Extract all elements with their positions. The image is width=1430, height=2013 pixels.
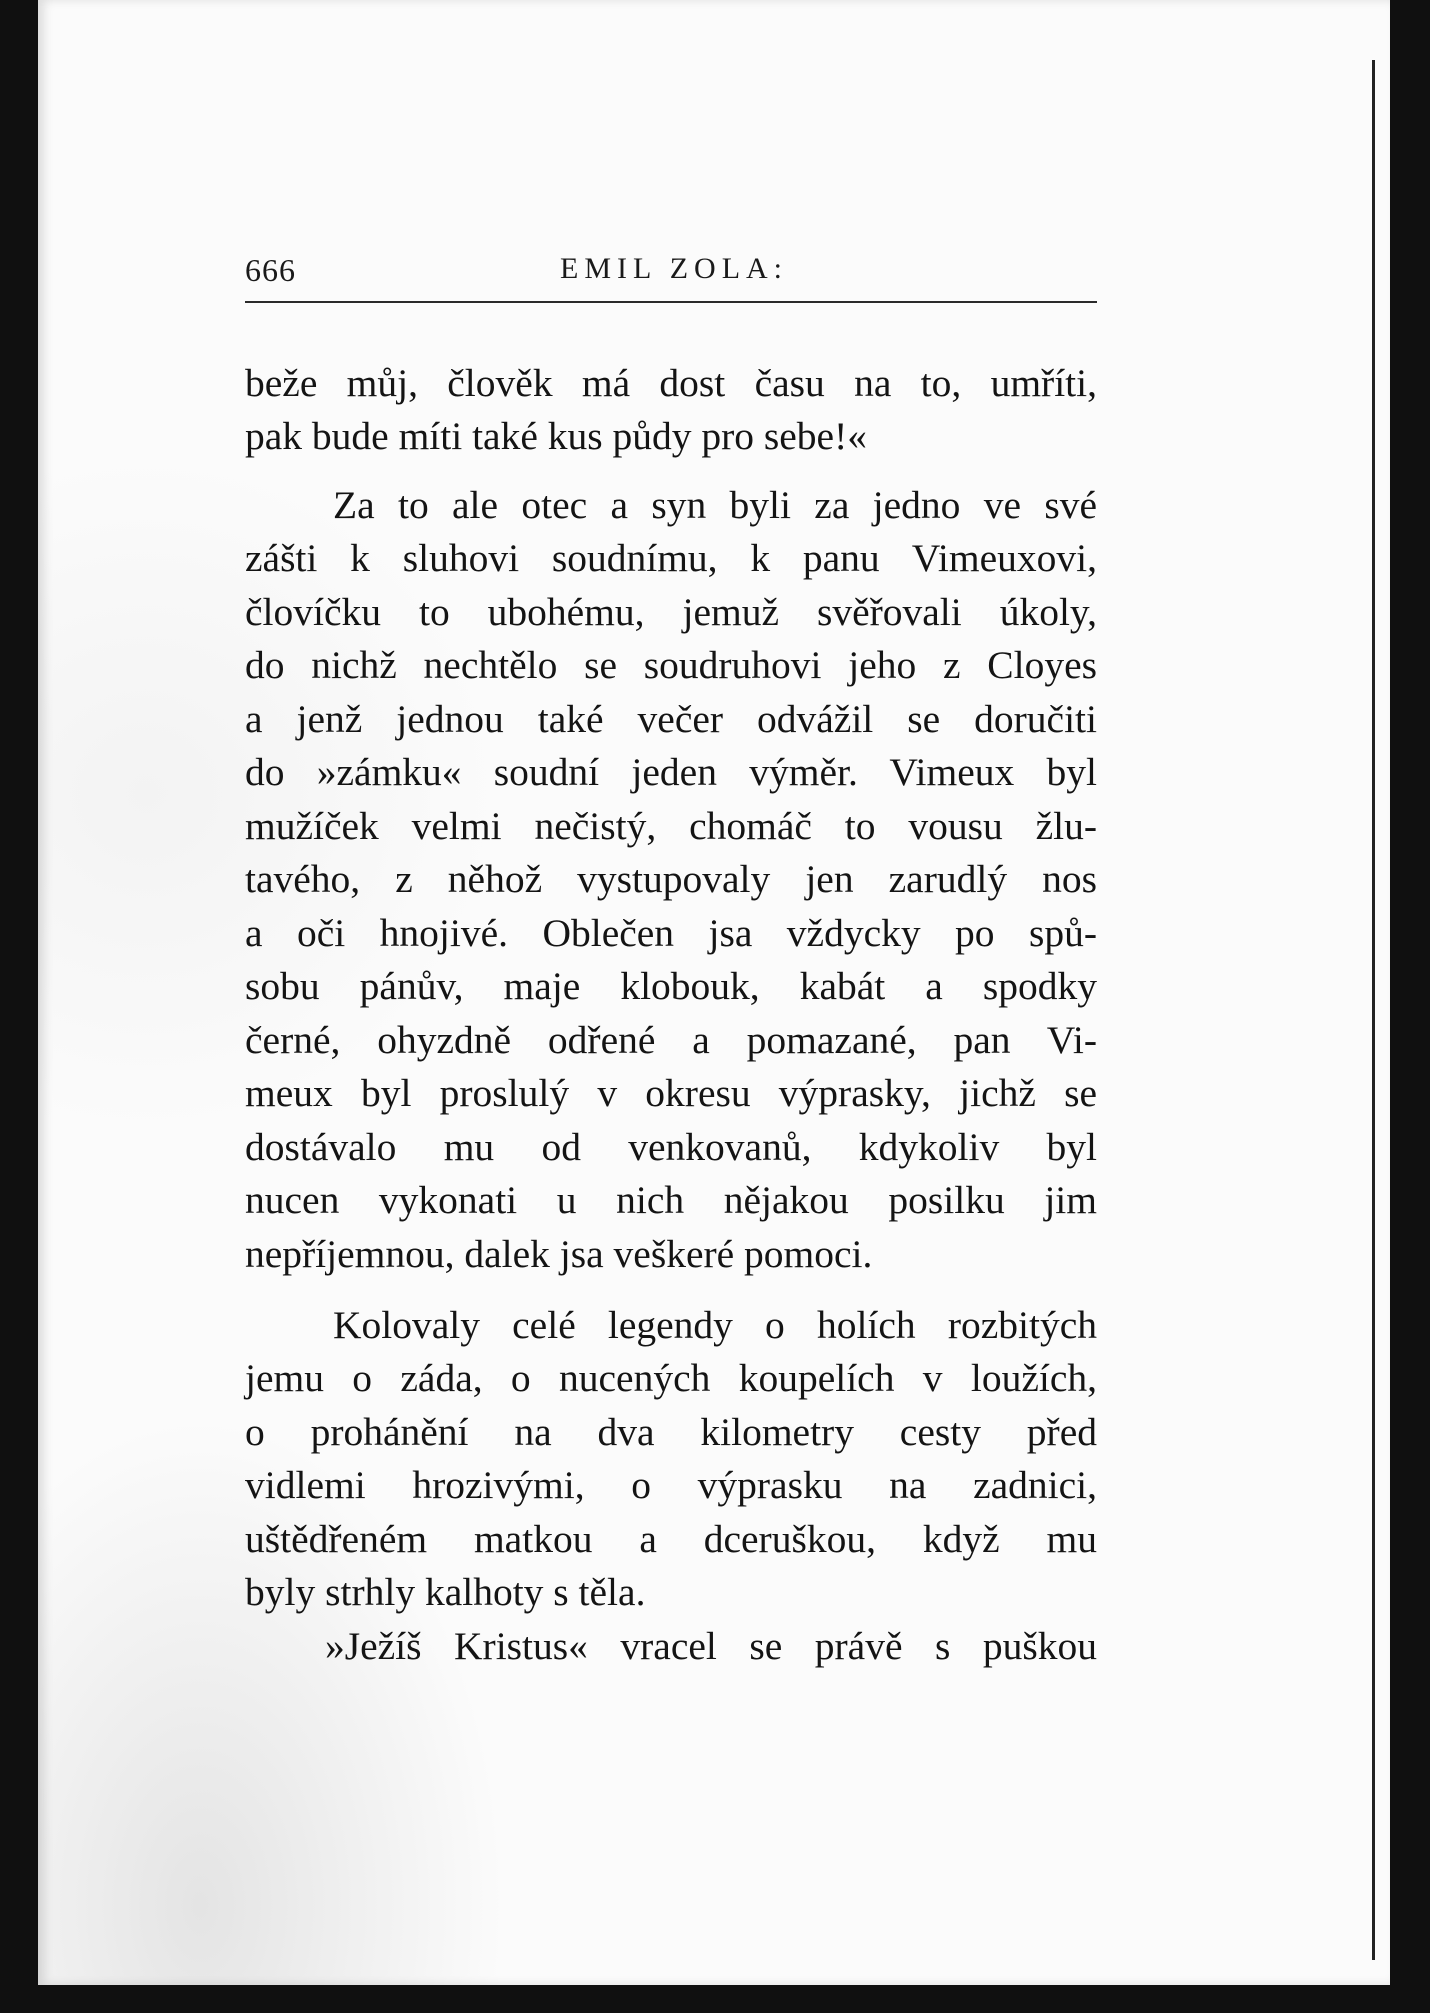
text-line: jemu o záda, o nucených koupelích v loužích, (245, 1356, 1097, 1400)
page-number: 666 (245, 252, 296, 288)
header-rule (245, 301, 1097, 303)
text-line: byly strhly kalhoty s těla. (245, 1570, 646, 1614)
text-line: o prohánění na dva kilometry cesty před (245, 1410, 1097, 1454)
text-line: »Ježíš Kristus« vracel se právě s puškou (325, 1624, 1097, 1668)
text-line: meux byl proslulý v okresu výprasky, jichž se (245, 1071, 1097, 1115)
text-line: pak bude míti také kus půdy pro sebe!« (245, 414, 867, 458)
text-line: uštědřeném matkou a dceruškou, když mu (245, 1517, 1097, 1561)
text-line: do nichž nechtělo se soudruhovi jeho z Cloyes (245, 643, 1097, 687)
text-line: Kolovaly celé legendy o holích rozbitých (333, 1303, 1097, 1347)
text-line: do »zámku« soudní jeden výměr. Vimeux byl (245, 750, 1097, 794)
text-line: a oči hnojivé. Oblečen jsa vždycky po spů- (245, 911, 1097, 955)
text-line: zášti k sluhovi soudnímu, k panu Vimeuxovi, (245, 536, 1097, 580)
text-line: sobu pánův, maje klobouk, kabát a spodky (245, 964, 1097, 1008)
text-line: vidlemi hrozivými, o výprasku na zadnici, (245, 1463, 1097, 1507)
page-edge-shadow (1372, 60, 1393, 1960)
text-line: černé, ohyzdně odřené a pomazané, pan Vi- (245, 1018, 1097, 1062)
text-line: a jenž jednou také večer odvážil se doručiti (245, 697, 1097, 741)
text-line: beže můj, člověk má dost času na to, umříti, (245, 361, 1097, 405)
text-line: tavého, z něhož vystupovaly jen zarudlý nos (245, 857, 1097, 901)
text-line: Za to ale otec a syn byli za jedno ve své (333, 483, 1097, 527)
text-line: nucen vykonati u nich nějakou posilku jim (245, 1178, 1097, 1222)
text-line: nepříjemnou, dalek jsa veškeré pomoci. (245, 1232, 873, 1276)
running-title: EMIL ZOLA: (560, 252, 789, 285)
text-line: mužíček velmi nečistý, chomáč to vousu žlu- (245, 804, 1097, 848)
text-line: dostávalo mu od venkovanů, kdykoliv byl (245, 1125, 1097, 1169)
text-line: človíčku to ubohému, jemuž svěřovali úkoly, (245, 590, 1097, 634)
